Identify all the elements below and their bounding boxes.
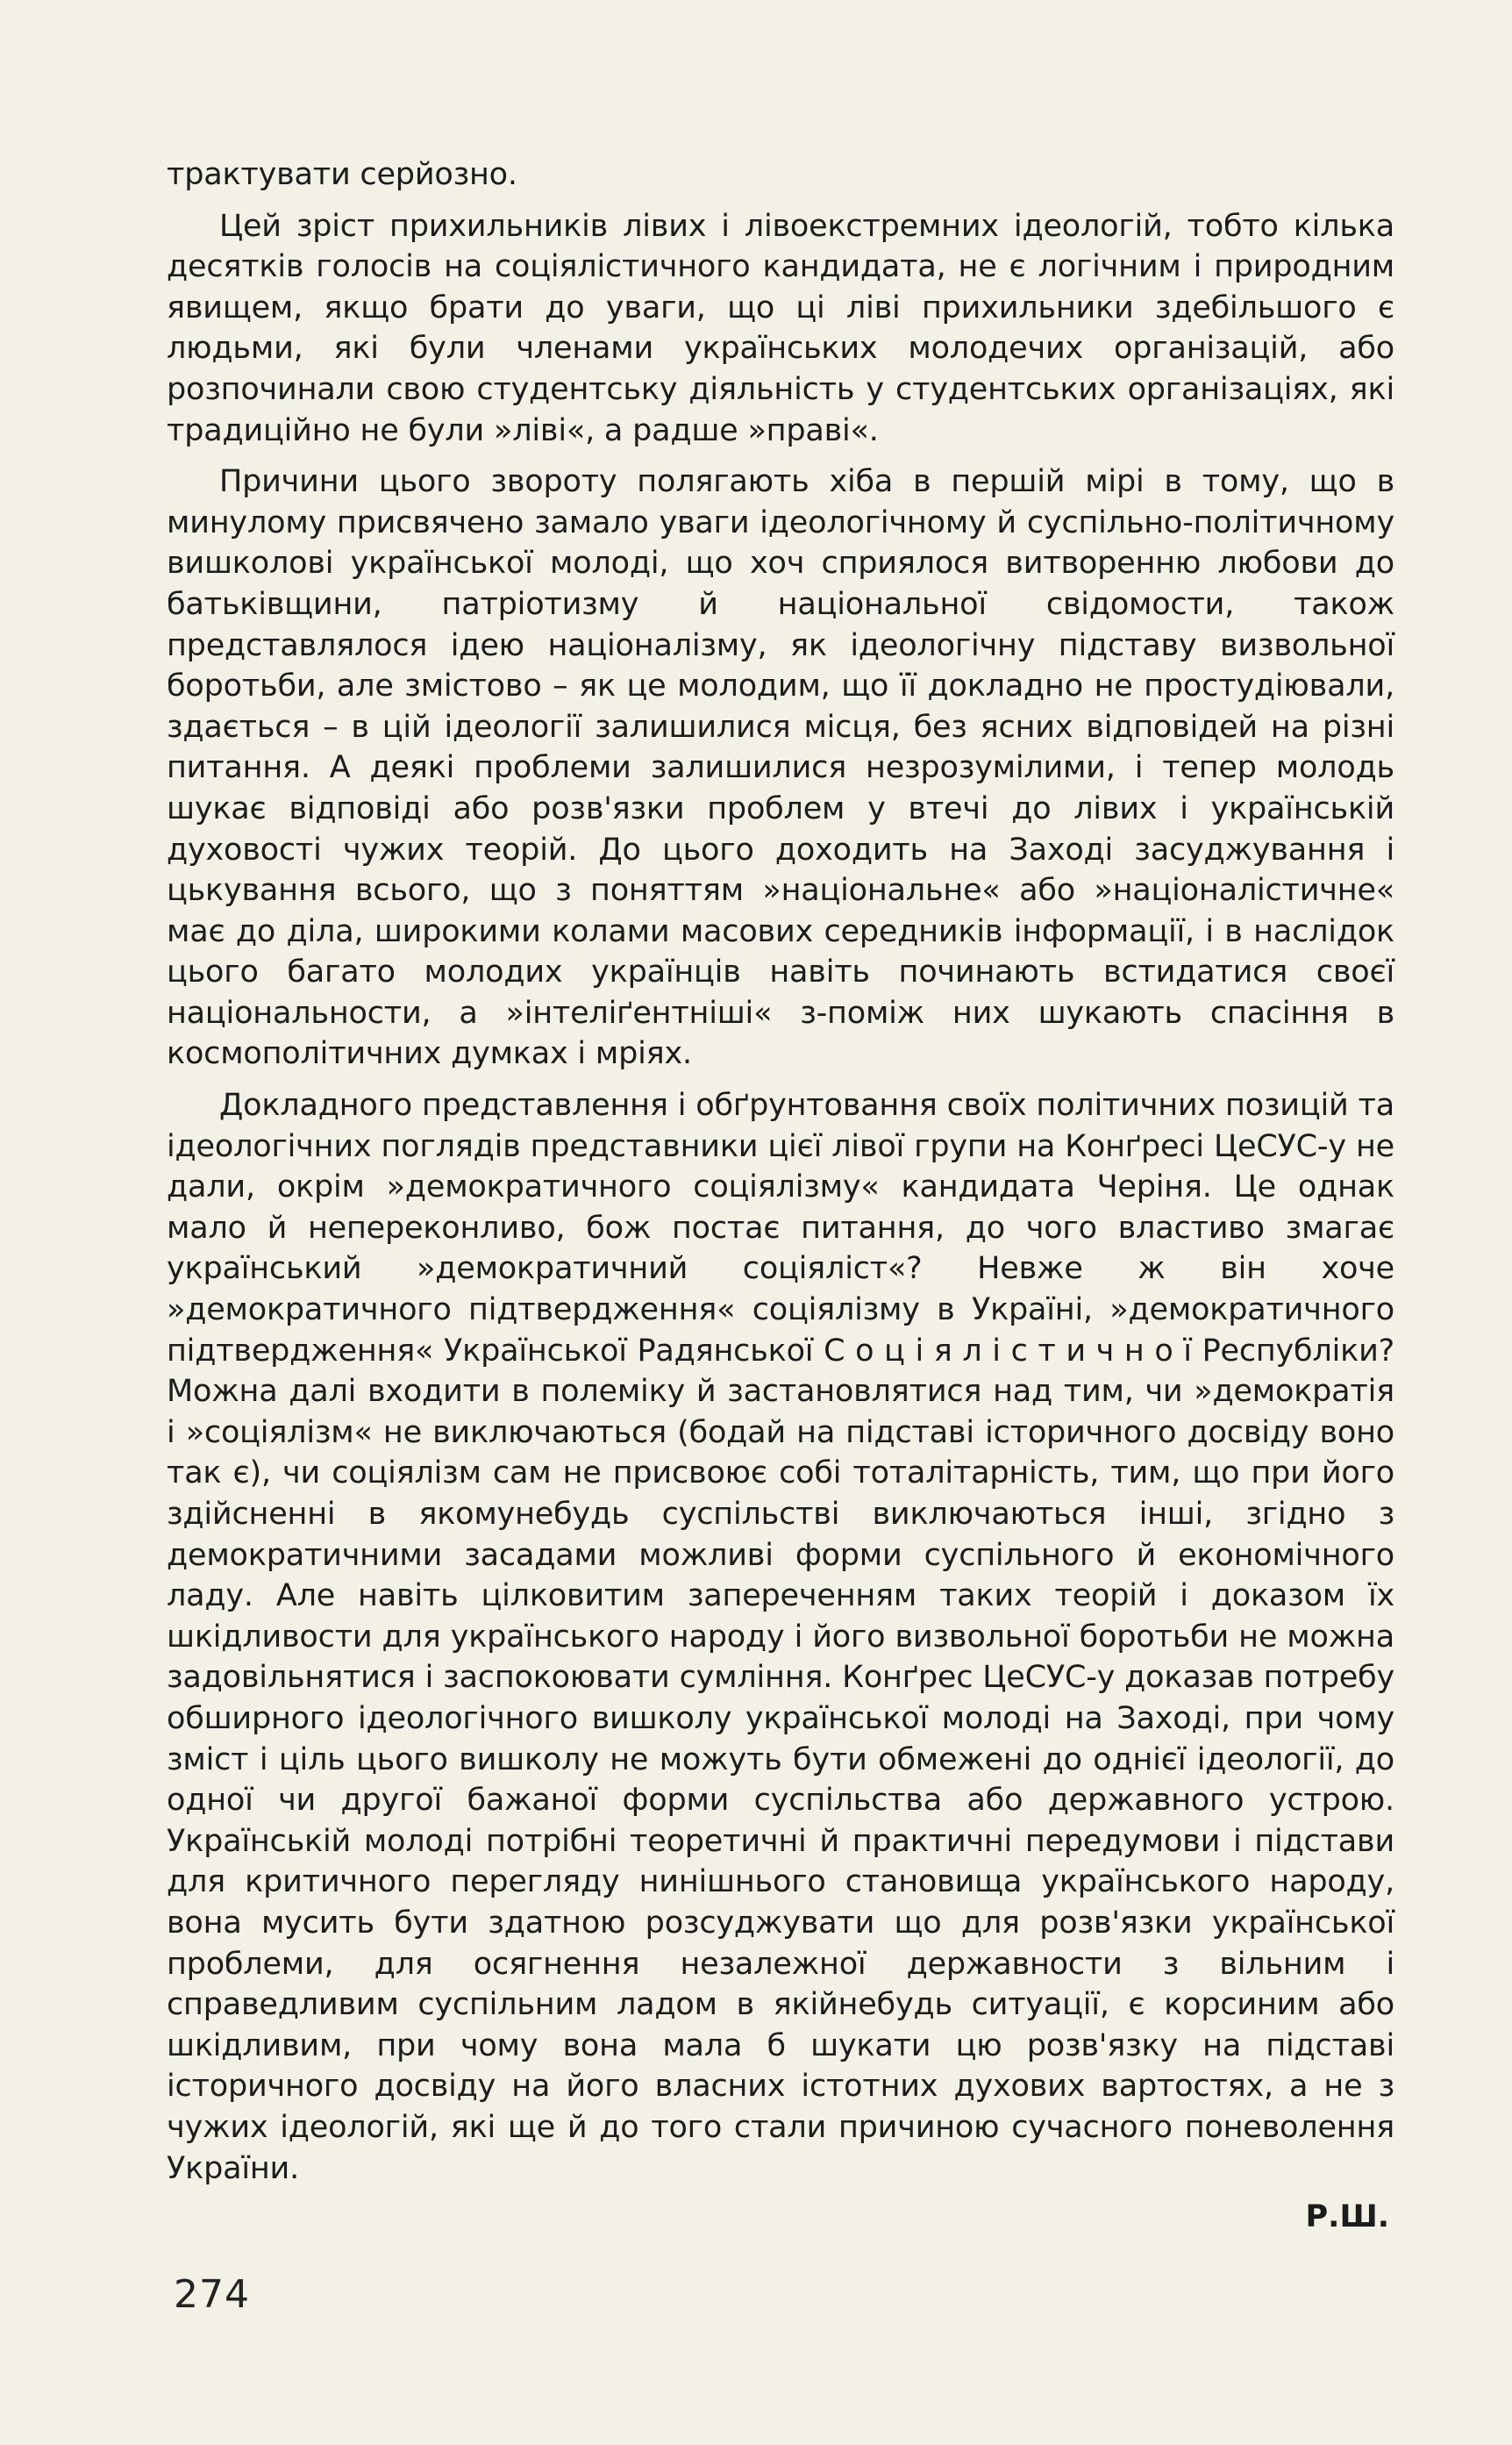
paragraph-continuation: трактувати серйозно.	[167, 157, 517, 192]
article-text	[167, 154, 1394, 2189]
paragraph: Причини цього звороту полягають хіба в першій мірі в тому, що в минулому присвячено замало уваги ідеологічному й суспільно-політичному вишколові української молоді, що хоч сприялося витворенню любови до батьківщини, патріотизму й національної свідомости, також представлялося ідею націоналізму, як ідеологічну підставу визвольної боротьби, але змістово – як це молодим, що її докладно не простудіювали, здається – в цій ідеології залишилися місця, без ясних відповідей на різні питання. А деякі проблеми залишилися незрозумілими, і тепер молодь шукає відповіді або розв'язки проблем у втечі до лівих і українській духовості чужих теорій. До цього доходить на Заході засуджування і цькування всього, що з поняттям »національне« або »націоналістичне« має до діла, широкими колами масових середників інформації, і в наслідок цього багато молодих українців навіть починають встидатися своєї національности, а »інтеліґентніші« з-поміж них шукають спасіння в космополітичних думках і мріях.	[167, 464, 1394, 1072]
page-body	[167, 154, 1394, 2295]
paragraph: Цей зріст прихильників лівих і лівоекстремних ідеологій, тобто кілька десятків голосів на соціялістичного кандидата, не є логічним і природним явищем, якщо брати до уваги, що ці ліві прихильники здебільшого є людьми, які були членами українських молодечих організацій, або розпочинали свою студентську діяльність у студентських організаціях, які традиційно не були »ліві«, а радше »праві«.	[167, 208, 1394, 448]
paragraph: Докладного представлення і обґрунтовання своїх політичних позицій та ідеологічних поглядів представники цієї лівої групи на Конґресі ЦеСУС-у не дали, окрім »демократичного соціялізму« кандидата Черіня. Це однак мало й непереконливо, бож постає питання, до чого властиво змагає український »демократичний соціяліст«? Невже ж він хоче »демократичного підтвердження« соціялізму в Україні, »демократичного підтвердження« Української Радянської С о ц і я л і с т и ч н о ї Республіки? Можна далі входити в полеміку й застановлятися над тим, чи »демократія і »соціялізм« не виключаються (бодай на підставі історичного досвіду воно так є), чи соціялізм сам не присвоює собі тоталітарність, тим, що при його здійсненні в якомунебудь суспільстві виключаються інші, згідно з демократичними засадами можливі форми суспільного й економічного ладу. Але навіть цілковитим запереченням таких теорій і доказом їх шкідливости для українського народу і його визвольної боротьби не можна задовільнятися і заспокоювати сумління. Конґрес ЦеСУС-у доказав потребу обширного ідеологічного вишколу української молоді на Заході, при чому зміст і ціль цього вишколу не можуть бути обмежені до однієї ідеології, до одної чи другої бажаної форми суспільства або державного устрою. Українській молоді потрібні теоретичні й практичні передумови і підстави для критичного перегляду нинішнього становища українського народу, вона мусить бути здатною розсуджувати що для розв'язки української проблеми, для осягнення незалежної державности з вільним і справедливим суспільним ладом в якійнебудь ситуації, є корсиним або шкідливим, при чому вона мала б шукати цю розв'язку на підставі історичного досвіду на його власних істотних духових вартостях, а не з чужих ідеологій, які ще й до того стали причиною сучасного поневолення України.	[167, 1088, 1394, 2186]
page-number: 274	[174, 2272, 250, 2317]
author-signature: Р.Ш.	[1305, 2199, 1389, 2235]
